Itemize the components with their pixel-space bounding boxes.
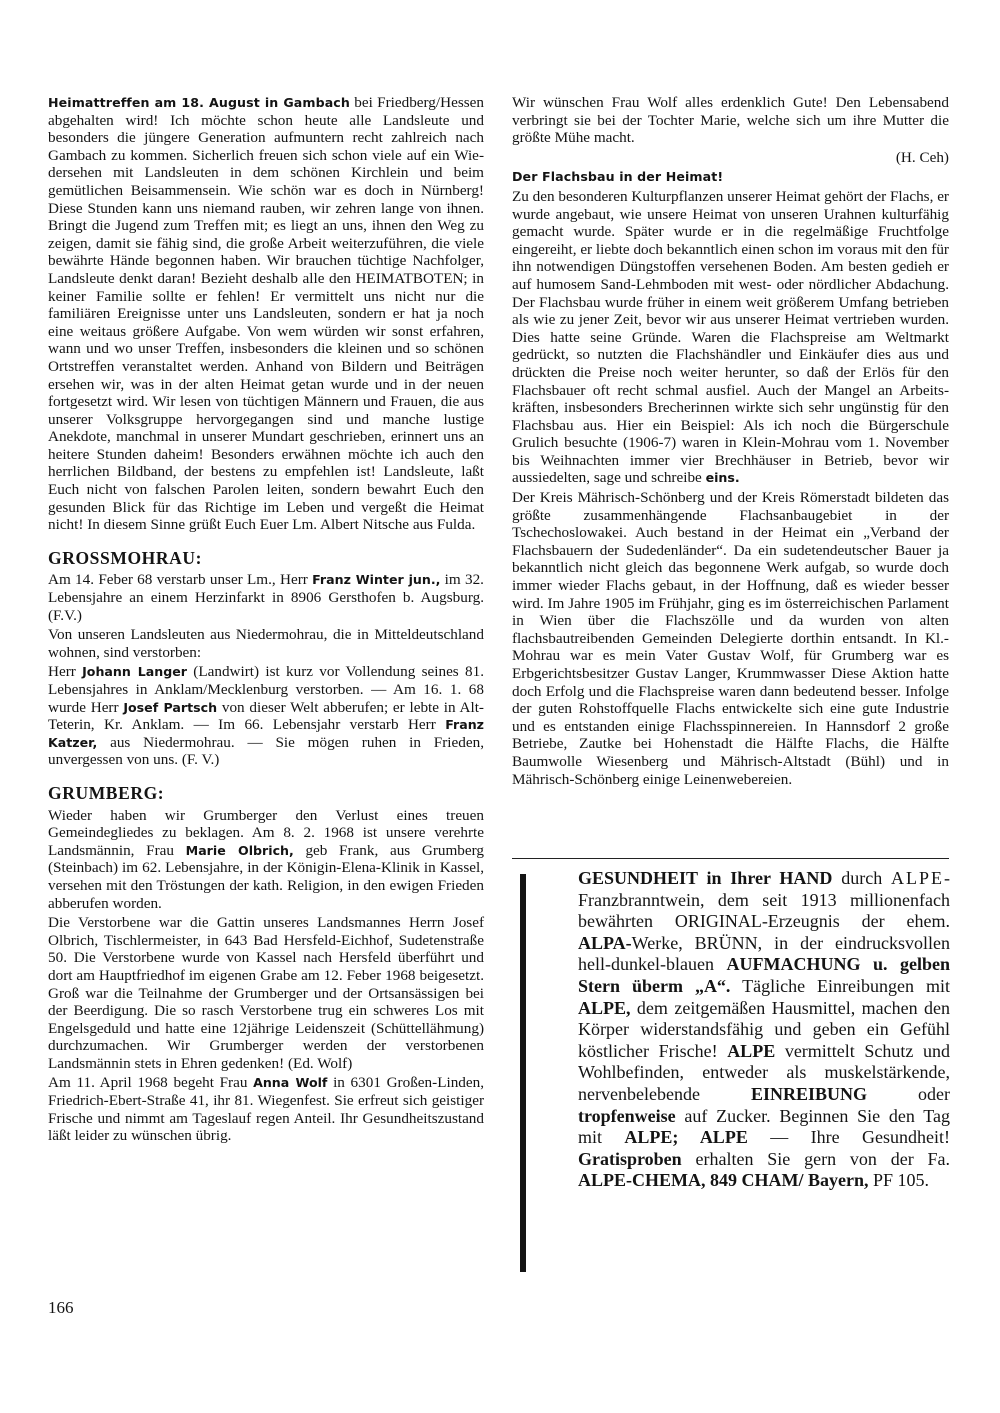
ad-side-bar [520,874,526,1272]
page-number: 166 [48,1298,74,1317]
grossmohrau-p1-name: Franz Winter jun., [312,572,441,588]
grossmohrau-p3-name-2: Josef Partsch [123,699,218,715]
ad-text [578,868,950,1192]
grossmohrau-p3-name-1: Johann Langer [82,664,187,680]
ad-text-20: erhalten Sie gern von der Fa. [681,1148,950,1169]
grumberg-paragraph-3 [48,1074,484,1144]
continued-signature: (H. Ceh) [895,148,949,166]
ad-text-2: durch [832,868,891,888]
grossmohrau-p1-text-a: Am 14. Feber 68 verstarb unser Lm., Herr [48,571,313,589]
intro-text: bei Friedberg/Hessen abgehalten wird! Ich möchte schon heute alle Landsleute und besonders die jüngere Generation aufmuntern recht zahlreich nach Gambach zu kommen. Sicherlich freuen sich schon viele auf ein Wiedersehen mit Landsleuten in dem schönen Kirchlein und beim gemütlichen Beisammensein. Wie schön war es doch in Nürnberg! Diese Stunden kann uns niemand rauben, wir zehren lange von ihnen. Bringt die Jugend zum Treffen mit; es liegt an uns, ihnen den Weg zu zeigen, damit sie fähig sind, die große Arbeit weiterzuführen, die viele bewährte Hände begonnen haben. Wir brauchen tüchtige Nachfolger, Landsleute denkt daran! Bezieht deshalb alle den HEIMATBOTEN; in keiner Familie sollte er fehlen! Er vermittelt uns nicht nur die familiären Ereignisse unter uns Landsleuten, sondern er hat ja noch eine weitaus größere Aufgabe. Von wem würden wir sonst erfahren, wann und wo unser Treffen, insbesonders die kleinen und so schönen Ortstreffen veranstaltet werden. Anhand von Bildern und Beiträgen ersehen wir, was in der alten Heimat getan wurde und in der neuen fortgesetzt wird. Wir lesen von tüchtigen Männern und Frauen, die aus unserer Volksgruppe hervorgegangen sind und manche lustige Anekdote, manchmal in unserer Mundart geschrieben, erinnert uns an heitere Stunden daheim! Besonders erwähnen möchte ich auch den herrlichen Bildband, der bestens zu empfehlen ist! Landsleute, laßt Euch nicht von falschen Parolen leiten, sondern bewahrt Euch den gesunden Blick für das Richtige im Leben und vergeßt die Heimat nicht! In diesem Sinne grüßt Euch Euer Lm. Albert Nitsche aus Fulda. [48,94,484,534]
flachsbau-paragraph-1 [512,188,949,487]
ad-text-4: -Franzbranntwein, dem seit 1913 millionenfach bewährten ORIGINAL-Erzeugnis der ehem. [578,868,950,932]
left-column [48,94,484,1147]
ad-text-8: Tägliche Einreibungen mit [730,975,950,996]
flachsbau-heading-line [512,168,949,186]
grumberg-p3-text-a: Am 11. April 1968 begeht Frau [48,1074,254,1092]
grumberg-p1-name: Marie Olbrich, [185,842,294,858]
flachsbau-p1-text: Zu den besonderen Kulturpflanzen unserer Heimat gehört der Flachs, er wurde angebaut, wie unsere Heimat von unseren Urahnen kulturfähig gemacht wurde. Später wurde er in die regelmäßige Fruchtfolge eingereiht, er liebte doch bekanntlich einen schon im voraus mit den für ihn notwendigen Düngstoffen versehenen Boden. Am besten gedieh er auf humosem Sand-Lehmboden mit west- oder nördlicher Abdachung. Der Flachsbau wurde früher in einem weit größerem Umfang betrieben als wie zu jener Zeit, bevor wir aus unserer Heimat vertrieben wurden. Dies hatte seine Gründe. Waren die Flachspreise am Weltmarkt gedrückt, so nutzten die Flachshändler und Einkäufer dies aus und drückten die Preise noch weiter herunter, so daß der Erlös für den Flachsbauer oft recht schmal ausfiel. Auch der Mangel an Arbeitskräften, insbesonders Brecherinnen wirkte sich sehr ungünstig für den Flachsbau aus. Hier ein Beispiel: Als ich noch die Bürgerschule Grulich besuchte (1906-7) waren in Klein-Mohrau vom 1. November bis Weihnachten immer vier Brechhäuser in Betrieb, bevor wir aussiedelten, sage und schreibe [512,187,949,487]
ad-bold-alpe-1: ALPE, [578,997,631,1018]
grumberg-heading: GRUMBERG: [48,782,165,803]
ad-text-10: dem zeitgemäßen Hausmittel, machen den Körper widerstandsfähig und geben ein Gefühl köstlicher Frische! [578,997,950,1061]
ad-text-16: auf Zucker. Beginnen Sie den Tag mit [578,1105,950,1148]
grossmohrau-paragraph-3 [48,663,484,769]
grossmohrau-heading: GROSSMOHRAU: [48,547,203,568]
grumberg-p1-text-b: geb Frank, aus Grumberg (Steinbach) im 62. Lebensjahre, in der Königin-Elena-Klinik in Kassel, versehen mit den Tröstungen der kath. Religion, in den ewigen Frieden abberufen worden. [48,841,485,912]
grossmohrau-p1-text-b: im 32. Lebensjahre an einem Herzinfarkt in 8906 Gersthofen b. Augsburg. (F.V.) [48,571,484,624]
intro-lead: Heimattreffen am 18. August in Gambach [48,95,350,110]
ad-bold-aufmachung: AUFMACHUNG u. gelben Stern überm „A“. [578,954,950,996]
grossmohrau-p3-text-a: Herr [48,663,83,681]
ad-text-6: Werke, BRÜNN, in der eindrucksvollen hell-dunkel-blauen [578,932,950,975]
ad-bold-gratisproben: Gratisproben [578,1148,682,1169]
ad-brand-alpe: ALPE [891,868,944,888]
flachsbau-paragraph-2: Der Kreis Mährisch-Schönberg und der Kreis Römerstadt bildeten das größte zusammenhängende Flachsanbaugebiet in der Tschechoslowakei. Auch bestand in der Heimat ein „Verband der Flachsbauern der Sudedenländer“. Da ein sudetendeutscher Bauer ja bekanntlich nicht gleich das begonnene Werk aufgab, so wurde doch immer wieder Flachs gebaut, in der Hoffnung, daß es wieder besser wird. Im Jahre 1905 im Frühjahr, ging es im österreichischen Parlament in Wien über die Flachszölle und da wurden von alten flachsbautreibenden Gemeinden Delegierte dorthin entsandt. In Kl.-Mohrau war es mein Vater Gustav Wolf, für Grumberg war es Erbgerichtsbesitzer Gustav Langer, Krummwasser Diese Aktion hatte doch Erfolg und die Flachspreise waren dann bedeutend besser. Infolge der guten Rohstoffquelle Flachs entwickelte sich eine gute Industrie und es entstanden einige Flachsspinnereien. In Hannsdorf 2 große Betriebe, Zautke bei Hohenstadt die Hälfte Flachs, die Hälfte Baumwolle Wiesenberg und Mährisch-Altstadt (Bühl) und in Mährisch-Schönberg einige Leinenwebereien. [512,489,949,788]
flachsbau-heading: Der Flachsbau in der Heimat! [512,169,724,185]
grossmohrau-p3-text-c: von dieser Welt abberufen; er lebte in Alt-Teterin, Kr. Anklam. — Im 66. Lebensjahr verstarb Herr [48,698,484,734]
flachsbau-p1-bold: eins. [705,470,740,486]
grumberg-p3-text-b: in 6301 Großen-Linden, Friedrich-Ebert-Straße 41, ihr 81. Wiegenfest. Sie erfreut sich geistiger Frische und nimmt am Tageslauf regen Anteil. Ihr Gesundheitszustand läßt leider zu wünschen übrig. [48,1074,485,1145]
ad-bold-alpe-3: ALPE; ALPE [624,1127,748,1148]
grossmohrau-paragraph-2: Von unseren Landsleuten aus Niedermohrau, die in Mitteldeutschland wohnen, sind verstorben: [48,626,484,661]
grumberg-p3-name: Anna Wolf [253,1075,328,1091]
ad-text-18: — Ihre Gesundheit! [747,1127,950,1148]
grossmohrau-p3-name-3: Franz Katzer, [48,717,484,750]
grumberg-paragraph-1 [48,807,484,913]
ad-text-22: PF 105. [868,1170,930,1191]
intro-paragraph [48,94,484,534]
ad-text-14: oder [867,1083,951,1104]
grossmohrau-p3-text-b: (Landwirt) ist kurz vor Vollendung seines 81. Lebensjahres in Anklam/Mecklenburg verstorben. — Am 16. 1. 68 wurde Herr [48,663,484,716]
ad-headline: GESUNDHEIT in Ihrer HAND [578,868,833,888]
ad-text-12: vermittelt Schutz und Wohlbefinden, entweder als muskelstärkende, nervenbelebende [578,1040,950,1104]
right-column [512,94,949,790]
grossmohrau-p3-text-d: aus Niedermohrau. — Sie mögen ruhen in Frieden, unvergessen von uns. (F. V.) [48,733,484,769]
ad-bold-tropfenweise: tropfenweise [578,1105,676,1126]
ad-bold-einreibung: EINREIBUNG [750,1083,867,1104]
ad-bold-alpe-2: ALPE [727,1040,776,1061]
alpe-advertisement [520,868,950,1278]
grumberg-p1-text-a: Wieder haben wir Grumberger den Verlust eines treuen Gemeindegliedes zu beklagen. Am 8. 2. 1968 ist unsere verehrte Landsmännin, Frau [48,806,484,859]
continued-paragraph: Wir wünschen Frau Wolf alles erdenklich Gute! Den Lebensabend verbringt sie bei der Tochter Marie, welche sich um ihre Mutter die größte Mühe macht. [512,94,949,147]
grumberg-paragraph-2: Die Verstorbene war die Gattin unseres Landsmannes Herrn Josef Olbrich, Tischlermeister, in 643 Bad Hersfeld-Eichhof, Sudetenstraße 50. Die Verstorbene wurde von Kassel nach Hersfeld überführt und dort am Hauptfriedhof im eigenen Grabe am 12. Feber 1968 beigesetzt. Groß war die Teilnahme der Grumberger und der Ortsansässigen bei der Beerdigung. Die so rasch Verstorbene trug ein schweres Los mit Engelsgeduld und hatte eine 12jährige Leidenszeit (Schüttellähmung) durchzumachen. Wir Grumberger werden der verstorbenen Landsmännin stets in Ehren gedenken! (Ed. Wolf) [48,914,484,1072]
column-divider-rule [512,858,949,859]
ad-bold-alpa: ALPA- [578,932,632,953]
ad-bold-company: ALPE-CHEMA, 849 CHAM/ Bayern, [578,1170,869,1191]
grossmohrau-paragraph-1 [48,571,484,624]
